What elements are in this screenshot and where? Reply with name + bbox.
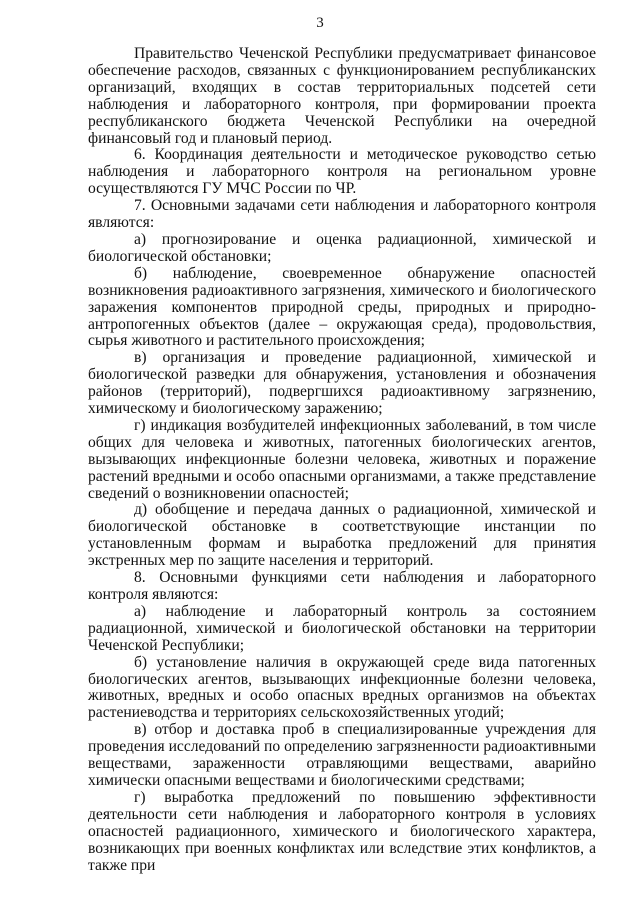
paragraph-budget-financing: Правительство Чеченской Республики предусматривает финансовое обеспечение расходов, связанных с функционированием республиканских организаций, входящих в состав территориальных подсетей сети наблюдения и лабораторного контроля, при формировании проекта республиканского бюджета Чеченской Республики на очередной финансовый год и плановый период. (88, 45, 596, 147)
paragraph-6-coordination: 6. Координация деятельности и методическое руководство сетью наблюдения и лабораторного контроля на региональном уровне осуществляются ГУ МЧС России по ЧР. (88, 146, 596, 198)
paragraph-7b: б) наблюдение, своевременное обнаружение опасностей возникновения радиоактивного загрязнения, химического и биологического заражения компонентов природной среды, природных и природно-антропогенных объектов (далее – окружающая среда), продовольствия, сырья животного и растительного происхождения; (88, 264, 596, 350)
page-number: 3 (316, 15, 324, 31)
paragraph-7v: в) организация и проведение радиационной, химической и биологической разведки для обнаружения, установления и обозначения районов (территорий), подвергшихся радиоактивному загрязнению, химическому и биологическому заражению; (88, 349, 596, 418)
paragraph-8v: в) отбор и доставка проб в специализированные учреждения для проведения исследований по определению загрязненности радиоактивными веществами, зараженности отравляющими веществами, аварийно химически опасными веществами и биологическими средствами; (88, 721, 596, 789)
paragraph-8g: г) выработка предложений по повышению эффективности деятельности сети наблюдения и лабораторного контроля в условиях опасностей радиационного, химического и биологического характера, возникающих при военных конфликтах или вследствие этих конфликтов, а также при (88, 788, 596, 874)
paragraph-7g: г) индикация возбудителей инфекционных заболеваний, в том числе общих для человека и животных, патогенных биологических агентов, вызывающих инфекционные болезни человека, животных и поражение растений вредными и особо опасными организмами, а также представление сведений о возникновении опасностей; (88, 416, 596, 502)
paragraph-7a: а) прогнозирование и оценка радиационной, химической и биологической обстановки; (88, 230, 596, 265)
paragraph-7d: д) обобщение и передача данных о радиационной, химической и биологической обстановке в соответствующие инстанции по установленным формам и выработка предложений для принятия экстренных мер по защите населения и территорий. (88, 501, 596, 570)
paragraph-8-functions-heading: 8. Основными функциями сети наблюдения и лабораторного контроля являются: (88, 569, 596, 603)
paragraph-8a: а) наблюдение и лабораторный контроль за состоянием радиационной, химической и биологической обстановки на территории Чеченской Республики; (88, 602, 596, 654)
document-body (88, 46, 596, 874)
paragraph-8b: б) установление наличия в окружающей среде вида патогенных биологических агентов, вызывающих инфекционные болезни человека, животных, вредных и особо опасных вредных организмов на объектах растениеводства и территориях сельскохозяйственных угодий; (88, 653, 596, 722)
paragraph-7-tasks-heading: 7. Основными задачами сети наблюдения и лабораторного контроля являются: (88, 197, 596, 232)
